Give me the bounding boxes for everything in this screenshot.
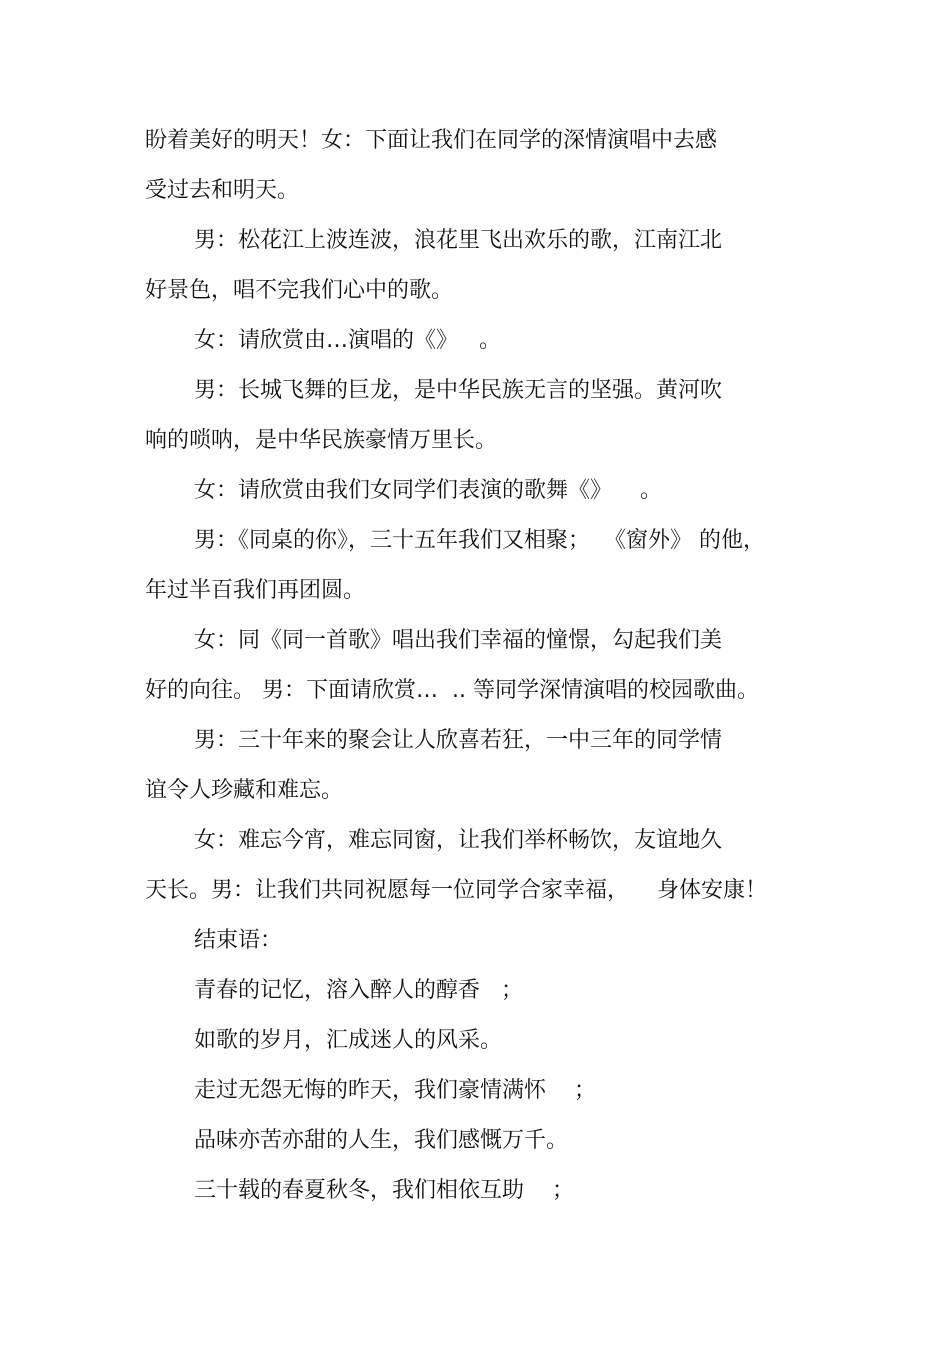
text-line: 女：请欣赏由我们女同学们表演的歌舞《》 。 (194, 478, 662, 503)
text-line: 年过半百我们再团圆。 (145, 578, 366, 603)
poem-line: 品味亦苦亦甜的人生，我们感慨万千。 (194, 1128, 569, 1153)
text-line: 好景色，唱不完我们心中的歌。 (145, 278, 454, 303)
text-line: 好的向往。 男：下面请欣赏… .. 等同学深情演唱的校园歌曲。 (145, 678, 759, 703)
text-line: 响的唢呐，是中华民族豪情万里长。 (145, 428, 498, 453)
text-line: 男：松花江上波连波，浪花里飞出欢乐的歌，江南江北 (194, 228, 723, 253)
text-line: 女：同《同一首歌》唱出我们幸福的憧憬，勾起我们美 (194, 628, 723, 653)
poem-line: 走过无怨无悔的昨天，我们豪情满怀 ； (194, 1078, 596, 1103)
text-line: 受过去和明天。 (145, 178, 300, 203)
text-line: 盼着美好的明天！女：下面让我们在同学的深情演唱中去感 (145, 128, 718, 153)
text-line: 男：长城飞舞的巨龙，是中华民族无言的坚强。黄河吹 (194, 378, 723, 403)
text-line: 男：三十年来的聚会让人欣喜若狂，一中三年的同学情 (194, 728, 723, 753)
text-line: 谊令人珍藏和难忘。 (145, 778, 344, 803)
poem-line: 如歌的岁月，汇成迷人的风采。 (194, 1028, 503, 1053)
text-line: 天长。男：让我们共同祝愿每一位同学合家幸福， 身体安康！ (145, 878, 767, 903)
poem-line: 三十载的春夏秋冬，我们相依互助 ； (194, 1178, 574, 1203)
text-line: 女：请欣赏由…演唱的《》 。 (194, 328, 501, 353)
text-line: 男：《同桌的你》，三十五年我们又相聚； 《窗外》 的他， (194, 528, 765, 553)
text-line: 女：难忘今宵，难忘同窗，让我们举杯畅饮，友谊地久 (194, 828, 723, 853)
section-heading: 结束语： (194, 928, 283, 953)
poem-line: 青春的记忆，溶入醉人的醇香 ； (194, 978, 523, 1003)
